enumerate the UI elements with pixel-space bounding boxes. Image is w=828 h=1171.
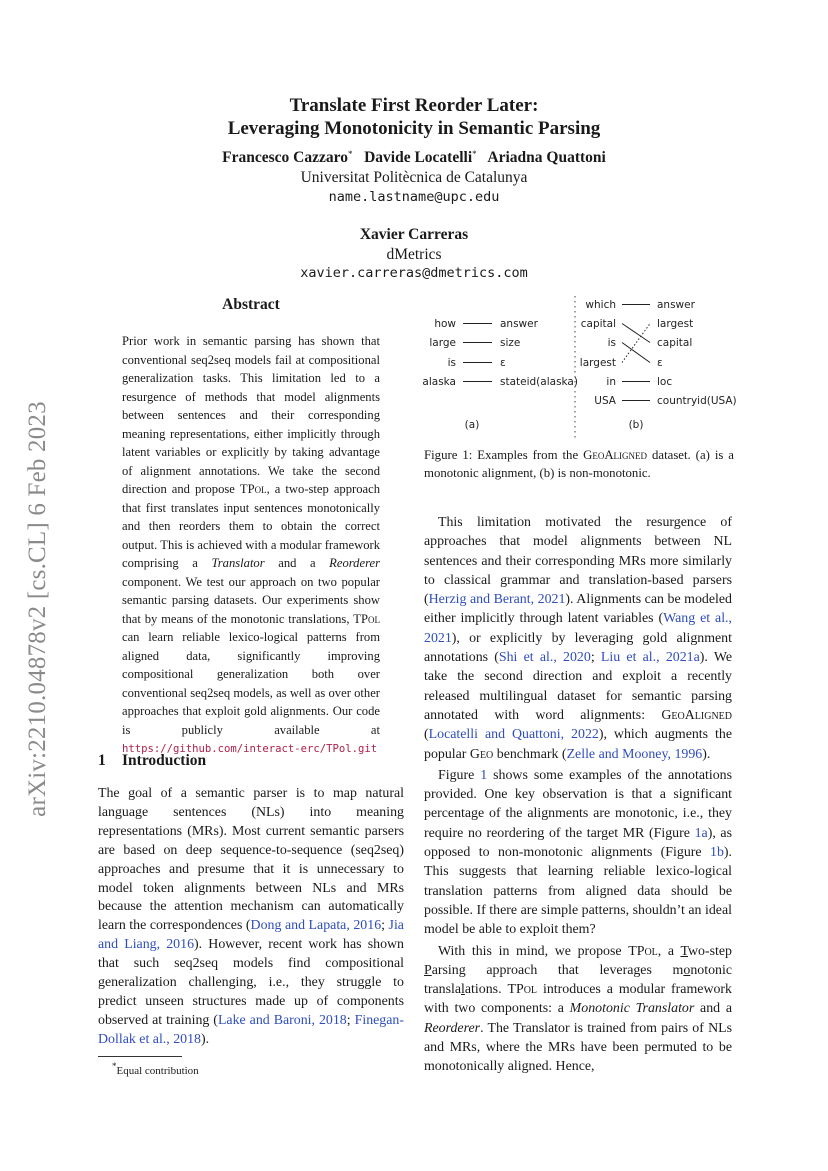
author-email: name.lastname@upc.edu xyxy=(328,189,500,205)
source-token: alaska xyxy=(422,376,456,388)
figure-reference-link[interactable]: 1a xyxy=(694,825,708,841)
alignment-link xyxy=(622,324,650,343)
source-token: how xyxy=(434,318,456,330)
right-column-text xyxy=(424,513,732,1077)
target-token: capital xyxy=(657,337,693,349)
target-token: size xyxy=(500,337,521,349)
author-name: Ariadna Quattoni xyxy=(487,149,606,166)
target-token: loc xyxy=(657,376,673,388)
introduction-paragraph: The goal of a semantic parser is to map natural language sentences (NLs) into meaning representations (MRs). Most current semantic parsers are based on deep sequence-to-sequence (seq2seq) approaches and presume that it is unnecessary to model token alignments between NLs and MRs because the attention mechanism can automatically learn the correspondences (Dong and Lapata, 2016; Jia and Liang, 2016). However, recent work has shown that such seq2seq models find compositional generalization challenging, i.e., they struggle to predict unseen structures made up of components observed at training (Lake and Baroni, 2018; Finegan-Dollak et al., 2018). xyxy=(98,786,404,1047)
paper-title-line-1: Translate First Reorder Later: xyxy=(289,95,539,116)
source-token: is xyxy=(607,337,616,349)
author-name: Francesco Cazzaro xyxy=(222,149,348,166)
paragraph: Figure 1 shows some examples of the annotations provided. One key observation is that a significant percentage of the alignments are monotonic, i.e., they require no reordering of the target MR (Figure 1a), as opposed to non-monotonic alignments (Figure 1b). This suggests that learning reliable lexico-logical translation patterns from aligned data should be possible. If there are simple patterns, shouldn’t an ideal model be able to exploit them? xyxy=(424,767,732,938)
target-token: stateid(alaska) xyxy=(500,376,578,388)
source-token: largest xyxy=(579,357,616,369)
abstract-heading: Abstract xyxy=(222,296,280,313)
figure-reference-link[interactable]: 1 xyxy=(480,767,488,783)
target-token: answer xyxy=(657,299,695,311)
section-heading-introduction: 1 Introduction xyxy=(98,752,207,769)
alignment-link xyxy=(622,324,650,363)
author-list: Francesco Cazzaro* Davide Locatelli* Ariadna Quattoni xyxy=(222,149,606,166)
paragraph: This limitation motivated the resurgence of approaches that model alignments between NL sentences and their corresponding MRs more similarly to classical grammar and translation-based parsers (Herzig and Berant, 2021). Alignments can be modeled either implicitly through latent variables (Wang et al., 2021), or explicitly by leveraging gold alignment annotations (Shi et al., 2020; Liu et al., 2021a). We take the second direction and exploit a recently released multilingual dataset for semantic parsing annotated with word alignments: GeoAligned (Locatelli and Quattoni, 2022), which augments the popular Geo benchmark (Zelle and Mooney, 1996). xyxy=(424,515,733,762)
citation-link[interactable]: Wang et al., 2021 xyxy=(424,611,732,646)
citation-link[interactable]: Finegan-Dollak et al., 2018 xyxy=(98,1012,404,1047)
footnote-divider xyxy=(98,1056,182,1057)
citation-link[interactable]: Lake and Baroni, 2018 xyxy=(217,1012,347,1028)
author-name: Davide Locatelli xyxy=(364,149,473,166)
source-token: is xyxy=(447,357,456,369)
target-token: answer xyxy=(500,318,538,330)
panel-b-label: (b) xyxy=(628,419,644,431)
second-author-email: xavier.carreras@dmetrics.com xyxy=(300,265,528,281)
citation-link[interactable]: Herzig and Berant, 2021 xyxy=(428,592,566,608)
second-author-name: Xavier Carreras xyxy=(359,226,469,243)
alignment-link xyxy=(622,343,650,363)
alignment-figure xyxy=(420,294,738,438)
source-token: large xyxy=(429,337,456,349)
second-author-affiliation: dMetrics xyxy=(386,246,442,263)
citation-link[interactable]: Locatelli and Quattoni, 2022 xyxy=(428,727,599,743)
target-token: largest xyxy=(657,318,694,330)
citation-link[interactable]: Dong and Lapata, 2016 xyxy=(250,918,382,934)
author-affiliation: Universitat Politècnica de Catalunya xyxy=(300,169,528,186)
target-token: ε xyxy=(657,357,663,369)
footnote: *Equal contribution xyxy=(112,1061,199,1077)
abstract-text: Prior work in semantic parsing has shown that conventional seq2seq models fail at compositional generalization tasks. This limitation led to a resurgence of methods that model alignments between sentences and their corresponding meaning representations, either implicitly through latent variables or explicitly by taking advantage of alignment annotations. We take the second direction and propose TPol, a two-step approach that first translates input sentences monotonically and then reorders them to obtain the correct output. This is achieved with a modular framework comprising a Translator and a Reorderer component. We test our approach on two popular semantic parsing datasets. Our experiments show that by means of the monotonic translations, TPol can learn reliable lexico-logical patterns from aligned data, significantly improving compositional generalization both over conventional seq2seq models, as well as over other approaches that exploit gold alignments. Our code is publicly available at https://github.com/interact-erc/TPol.git xyxy=(122,334,380,755)
panel-a-label: (a) xyxy=(464,419,480,431)
figure-caption: Figure 1: Examples from the GeoAligned dataset. (a) is a monotonic alignment, (b) is non-monotonic. xyxy=(424,448,734,480)
citation-link[interactable]: Zelle and Mooney, 1996 xyxy=(566,746,703,762)
figure-panel-b xyxy=(580,299,737,407)
figure-reference-link[interactable]: 1b xyxy=(710,845,724,861)
target-token: ε xyxy=(500,357,506,369)
target-token: countryid(USA) xyxy=(657,395,737,407)
citation-link[interactable]: Liu et al., 2021a xyxy=(600,650,700,666)
code-repository-link[interactable]: https://github.com/interact-erc/TPol.git xyxy=(122,743,378,755)
paper-title-line-2: Leveraging Monotonicity in Semantic Parsing xyxy=(227,118,601,139)
source-token: capital xyxy=(580,318,616,330)
arxiv-identifier-stamp: arXiv:2210.04878v2 [cs.CL] 6 Feb 2023 xyxy=(24,401,51,817)
source-token: USA xyxy=(594,395,616,407)
figure-panel-a xyxy=(422,318,578,388)
source-token: which xyxy=(585,299,616,311)
citation-link[interactable]: Shi et al., 2020 xyxy=(498,650,591,666)
source-token: in xyxy=(606,376,616,388)
citation-link[interactable]: Jia and Liang, 2016 xyxy=(98,918,404,953)
paragraph: With this in mind, we propose TPol, a Two-step Parsing approach that leverages monotonic translalations. TPol introduces a modular framework with two components: a Monotonic Translator and a Reorderer. The Translator is trained from pairs of NLs and MRs, where the MRs have been permuted to be monotonically aligned. Hence, xyxy=(424,943,732,1075)
